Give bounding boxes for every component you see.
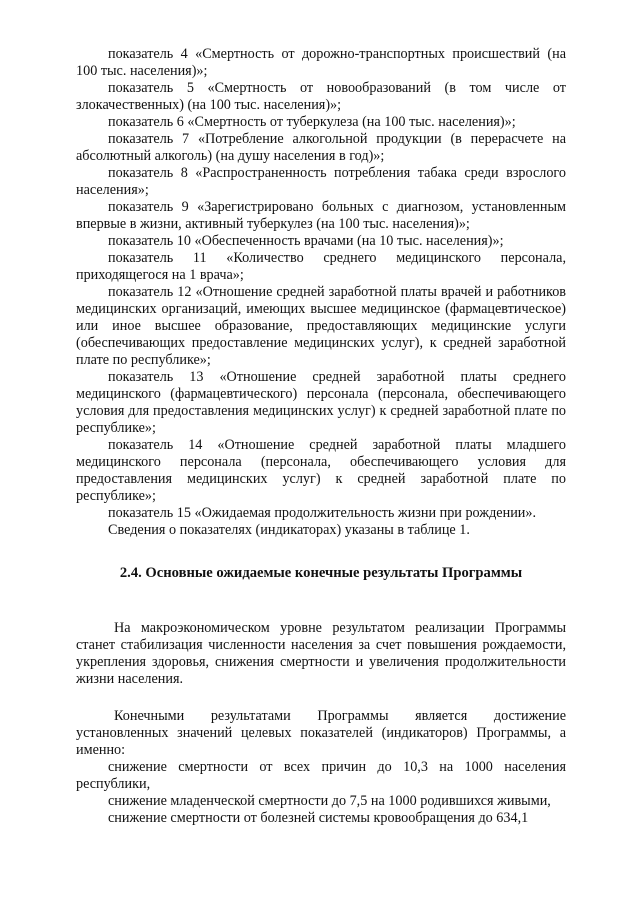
result-item: снижение смертности от всех причин до 10,3 на 1000 населения республики, <box>76 759 566 792</box>
indicator-item: показатель 5 «Смертность от новообразований (в том числе от злокачественных) (на 100 тыс. населения)»; <box>76 80 566 113</box>
indicator-item: показатель 13 «Отношение средней заработной платы среднего медицинского (фармацевтического) персонала (персонала, обеспечивающего условия для предоставления медицинских услуг) к средней заработной плате по республике»; <box>76 369 566 436</box>
indicator-item: показатель 11 «Количество среднего медицинского персонала, приходящегося на 1 врача»; <box>76 250 566 283</box>
results-list <box>76 759 566 827</box>
section-paragraph: На макроэкономическом уровне результатом реализации Программы станет стабилизация численности населения за счет повышения рождаемости, укрепления здоровья, снижения смертности и увеличения продолжительности жизни населения. <box>76 620 566 687</box>
indicator-item: показатель 15 «Ожидаемая продолжительность жизни при рождении». <box>108 505 537 521</box>
result-item: снижение смертности от болезней системы кровообращения до 634,1 <box>108 810 529 826</box>
indicator-list <box>76 46 566 522</box>
section-paragraph: Конечными результатами Программы является достижение установленных значений целевых показателей (индикаторов) Программы, а именно: <box>76 708 566 758</box>
document-page <box>76 46 566 827</box>
indicator-item: показатель 14 «Отношение средней заработной платы младшего медицинского персонала (персонала, обеспечивающего условия для предоставления медицинских услуг) к средней заработной плате по республике»; <box>76 437 566 504</box>
section-heading: 2.4. Основные ожидаемые конечные результаты Программы <box>119 565 523 581</box>
indicator-item: показатель 7 «Потребление алкогольной продукции (в перерасчете на абсолютный алкоголь) (на душу населения в год)»; <box>76 131 566 164</box>
indicator-item: показатель 9 «Зарегистрировано больных с диагнозом, установленным впервые в жизни, активный туберкулез (на 100 тыс. населения)»; <box>76 199 566 232</box>
indicator-item: показатель 10 «Обеспеченность врачами (на 10 тыс. населения)»; <box>108 233 504 249</box>
indicator-item: показатель 8 «Распространенность потребления табака среди взрослого населения»; <box>76 165 566 198</box>
result-item: снижение младенческой смертности до 7,5 на 1000 родившихся живыми, <box>108 793 551 809</box>
indicator-item: показатель 12 «Отношение средней заработной платы врачей и работников медицинских организаций, имеющих высшее медицинское (фармацевтическое) или иное высшее образование, предоставляющих медицинские услуги (обеспечивающих предоставление медицинских услуг), к средней заработной плате по республике»; <box>76 284 566 368</box>
indicator-item: показатель 4 «Смертность от дорожно-транспортных происшествий (на 100 тыс. населения)»; <box>76 46 566 79</box>
table-reference-note: Сведения о показателях (индикаторах) указаны в таблице 1. <box>108 522 470 538</box>
indicator-item: показатель 6 «Смертность от туберкулеза (на 100 тыс. населения)»; <box>108 114 516 130</box>
